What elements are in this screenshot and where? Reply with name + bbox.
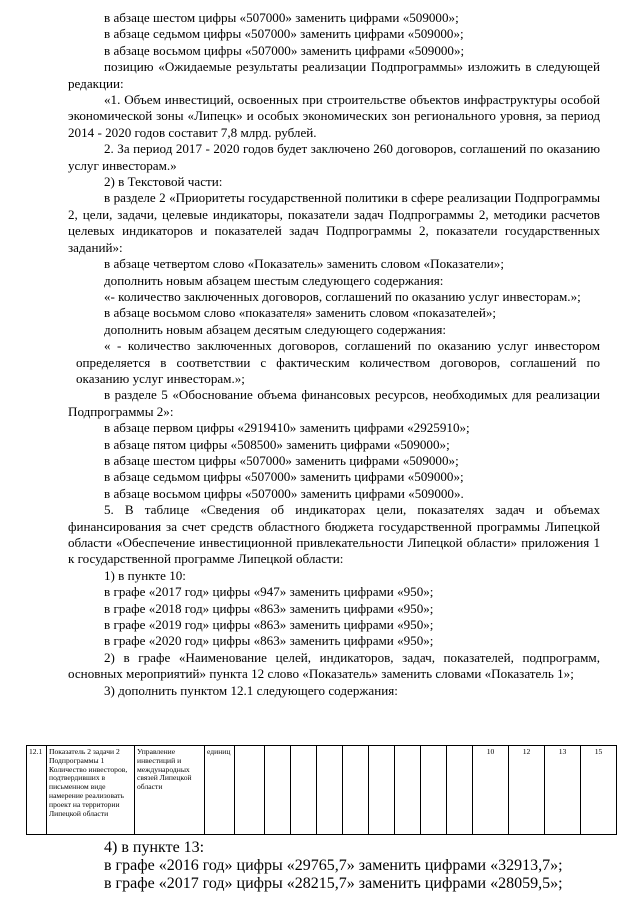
paragraph: в абзаце восьмом цифры «507000» заменить цифрами «509000». [104, 485, 464, 501]
paragraph: 1) в пункте 10: [104, 567, 186, 583]
table-cell-indicator-name [47, 746, 135, 835]
paragraph: в абзаце седьмом цифры «507000» заменить цифрами «509000»; [104, 469, 464, 485]
indicator-description: Количество инвесторов, подтвердивших в письменном виде намерение реализовать проект на территории Липецкой области [49, 764, 128, 818]
table-cell-empty [235, 746, 265, 835]
paragraph: в графе «2017 год» цифры «28215,7» заменить цифрами «28059,5»; [104, 875, 563, 892]
table-cell-empty [265, 746, 291, 835]
paragraph: в графе «2019 год» цифры «863» заменить цифрами «950»; [104, 617, 434, 633]
paragraph: 5. В таблице «Сведения об индикаторах цели, показателях задач и объемах финансирования за счет средств областного бюджета государственной программы Липецкой области «Обеспечение инвестиционной привлекательности Липецкой области» приложения 1 к государственной программе Липецкой области: [68, 502, 600, 567]
paragraph: в графе «2018 год» цифры «863» заменить цифрами «950»; [104, 600, 434, 616]
paragraph: « - количество заключенных договоров, соглашений по оказанию услуг инвестором определяется в соответствии с фактическим количеством договоров, соглашений по оказанию услуг инвесторам.»; [76, 338, 600, 386]
paragraph: 3) дополнить пунктом 12.1 следующего содержания: [104, 682, 398, 698]
paragraph: в абзаце пятом цифры «508500» заменить цифрами «509000»; [104, 436, 450, 452]
paragraph: в графе «2020 год» цифры «863» заменить цифрами «950»; [104, 633, 434, 649]
paragraph: 2) в Текстовой части: [104, 174, 223, 190]
table-cell-executor: Управление инвестиций и международных связей Липецкой области [135, 746, 205, 835]
paragraph: в абзаце седьмом цифры «507000» заменить цифрами «509000»; [104, 26, 464, 42]
paragraph: в разделе 5 «Обоснование объема финансовых ресурсов, необходимых для реализации Подпрограммы 2»: [68, 387, 600, 419]
indicator-title: Показатель 2 задачи 2 Подпрограммы 1 [49, 747, 120, 765]
paragraph: в абзаце первом цифры «2919410» заменить цифрами «2925910»; [104, 420, 470, 436]
paragraph: «1. Объем инвестиций, освоенных при строительстве объектов инфраструктуры особой экономической зоны «Липецк» и особых экономических зон регионального уровня, за период 2014 - 2020 годов составит 7,8 млрд. рублей. [68, 92, 600, 140]
table-cell-empty [369, 746, 395, 835]
paragraph: 2) в графе «Наименование целей, индикаторов, задач, показателей, подпрограмм, основных мероприятий» пункта 12 слово «Показатель» заменить словами «Показатель 1»; [68, 649, 600, 682]
table-cell-empty [343, 746, 369, 835]
table-cell-empty [291, 746, 317, 835]
paragraph: в абзаце шестом цифры «507000» заменить цифрами «509000»; [104, 452, 459, 468]
paragraph: в абзаце восьмом слово «показателя» заменить словом «показателей»; [104, 305, 497, 321]
table-cell-value: 15 [581, 746, 617, 835]
table-cell-value: 12 [509, 746, 545, 835]
table-cell-value: 10 [473, 746, 509, 835]
table-cell-empty [447, 746, 473, 835]
table-cell-value: 13 [545, 746, 581, 835]
paragraph: дополнить новым абзацем десятым следующего содержания: [104, 321, 447, 337]
paragraph: в графе «2017 год» цифры «947» заменить цифрами «950»; [104, 584, 434, 600]
paragraph: в разделе 2 «Приоритеты государственной политики в сфере реализации Подпрограммы 2, цели, задачи, целевые индикаторы, показатели задач Подпрограммы 2, методики расчетов целевых индикаторов и показателей задач Подпрограммы 2, показатели государственных заданий»: [68, 190, 600, 255]
table-cell-number: 12.1 [27, 746, 47, 835]
paragraph: в абзаце четвертом слово «Показатель» заменить словом «Показатели»; [104, 256, 504, 272]
table-cell-empty [421, 746, 447, 835]
table-cell-empty [395, 746, 421, 835]
after-table-paragraphs [68, 839, 600, 893]
paragraph: позицию «Ожидаемые результаты реализации Подпрограммы» изложить в следующей редакции: [68, 59, 600, 91]
table-cell-unit: единиц [205, 746, 235, 835]
paragraph: 2. За период 2017 - 2020 годов будет заключено 260 договоров, соглашений по оказанию услуг инвесторам.» [68, 141, 600, 173]
amendment-table [26, 745, 617, 835]
table-row [27, 746, 617, 835]
amendment-paragraphs [68, 10, 600, 699]
paragraph: в графе «2016 год» цифры «29765,7» заменить цифрами «32913,7»; [104, 857, 563, 874]
paragraph: в абзаце шестом цифры «507000» заменить цифрами «509000»; [104, 10, 459, 25]
paragraph: в абзаце восьмом цифры «507000» заменить цифрами «509000»; [104, 42, 465, 58]
paragraph: дополнить новым абзацем шестым следующего содержания: [104, 272, 444, 288]
table-cell-empty [317, 746, 343, 835]
paragraph: «- количество заключенных договоров, соглашений по оказанию услуг инвесторам.»; [104, 288, 581, 304]
paragraph: 4) в пункте 13: [104, 839, 205, 856]
